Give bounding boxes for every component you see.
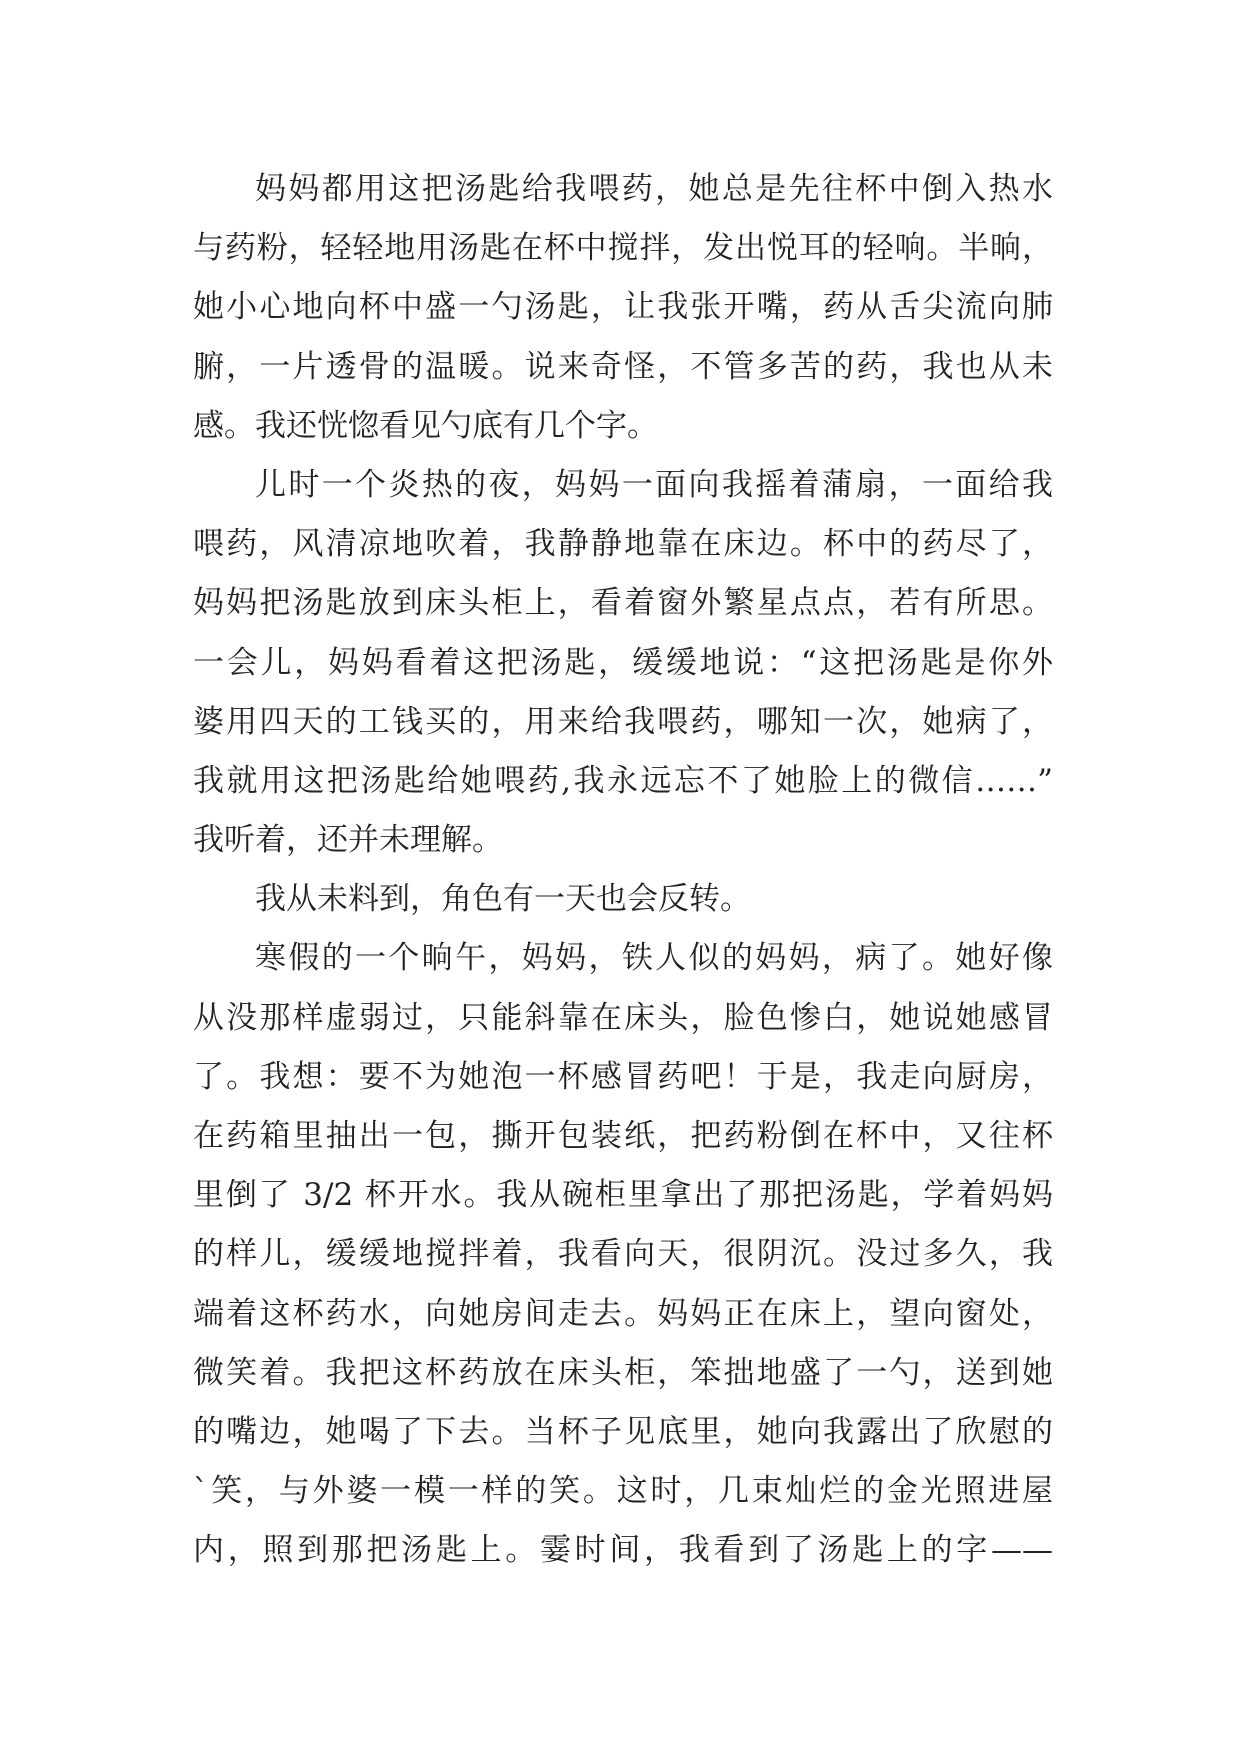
text-line: 她小心地向杯中盛一勺汤匙，让我张开嘴，药从舌尖流向肺 (193, 289, 1053, 326)
text-line: 一会儿，妈妈看着这把汤匙，缓缓地说：“这把汤匙是你外 (193, 644, 1053, 681)
text-line: 婆用四天的工钱买的，用来给我喂药，哪知一次，她病了， (193, 703, 1053, 740)
text-line: 里倒了 3/2 杯开水。我从碗柜里拿出了那把汤匙，学着妈妈 (193, 1177, 1053, 1214)
text-line: `笑，与外婆一模一样的笑。这时，几束灿烂的金光照进屋 (193, 1473, 1053, 1510)
text-line: 我就用这把汤匙给她喂药,我永远忘不了她脸上的微信……” (193, 762, 1053, 799)
text-line: 的样儿，缓缓地搅拌着，我看向天，很阴沉。没过多久，我 (193, 1236, 1053, 1273)
text-line: 在药箱里抽出一包，撕开包装纸，把药粉倒在杯中，又往杯 (193, 1118, 1053, 1154)
text-line: 端着这杯药水，向她房间走去。妈妈正在床上，望向窗处， (193, 1295, 1053, 1332)
text-line: 感。我还恍惚看见勺底有几个字。 (193, 407, 658, 444)
text-line: 我听着，还并未理解。 (193, 822, 503, 859)
text-line: 我从未料到，角色有一天也会反转。 (255, 881, 751, 918)
text-line: 与药粉，轻轻地用汤匙在杯中搅拌，发出悦耳的轻响。半晌， (193, 230, 1053, 267)
text-line: 内，照到那把汤匙上。霎时间，我看到了汤匙上的字—— (193, 1532, 1053, 1569)
text-line: 妈妈把汤匙放到床头柜上，看着窗外繁星点点，若有所思。 (193, 585, 1053, 622)
text-line: 腑，一片透骨的温暖。说来奇怪，不管多苦的药，我也从未 (193, 348, 1053, 385)
text-line: 寒假的一个晌午，妈妈，铁人似的妈妈，病了。她好像 (255, 940, 1053, 977)
text-line: 儿时一个炎热的夜，妈妈一面向我摇着蒲扇，一面给我 (255, 466, 1053, 503)
text-line: 了。我想：要不为她泡一杯感冒药吧！于是，我走向厨房， (193, 1058, 1053, 1095)
text-line: 妈妈都用这把汤匙给我喂药，她总是先往杯中倒入热水 (255, 171, 1053, 207)
text-line: 微笑着。我把这杯药放在床头柜，笨拙地盛了一勺，送到她 (193, 1354, 1053, 1391)
text-line: 喂药，风清凉地吹着，我静静地靠在床边。杯中的药尽了， (193, 526, 1053, 563)
text-line: 的嘴边，她喝了下去。当杯子见底里，她向我露出了欣慰的 (193, 1413, 1053, 1450)
text-line: 从没那样虚弱过，只能斜靠在床头，脸色惨白，她说她感冒 (193, 999, 1053, 1036)
body-text (193, 160, 1053, 1581)
